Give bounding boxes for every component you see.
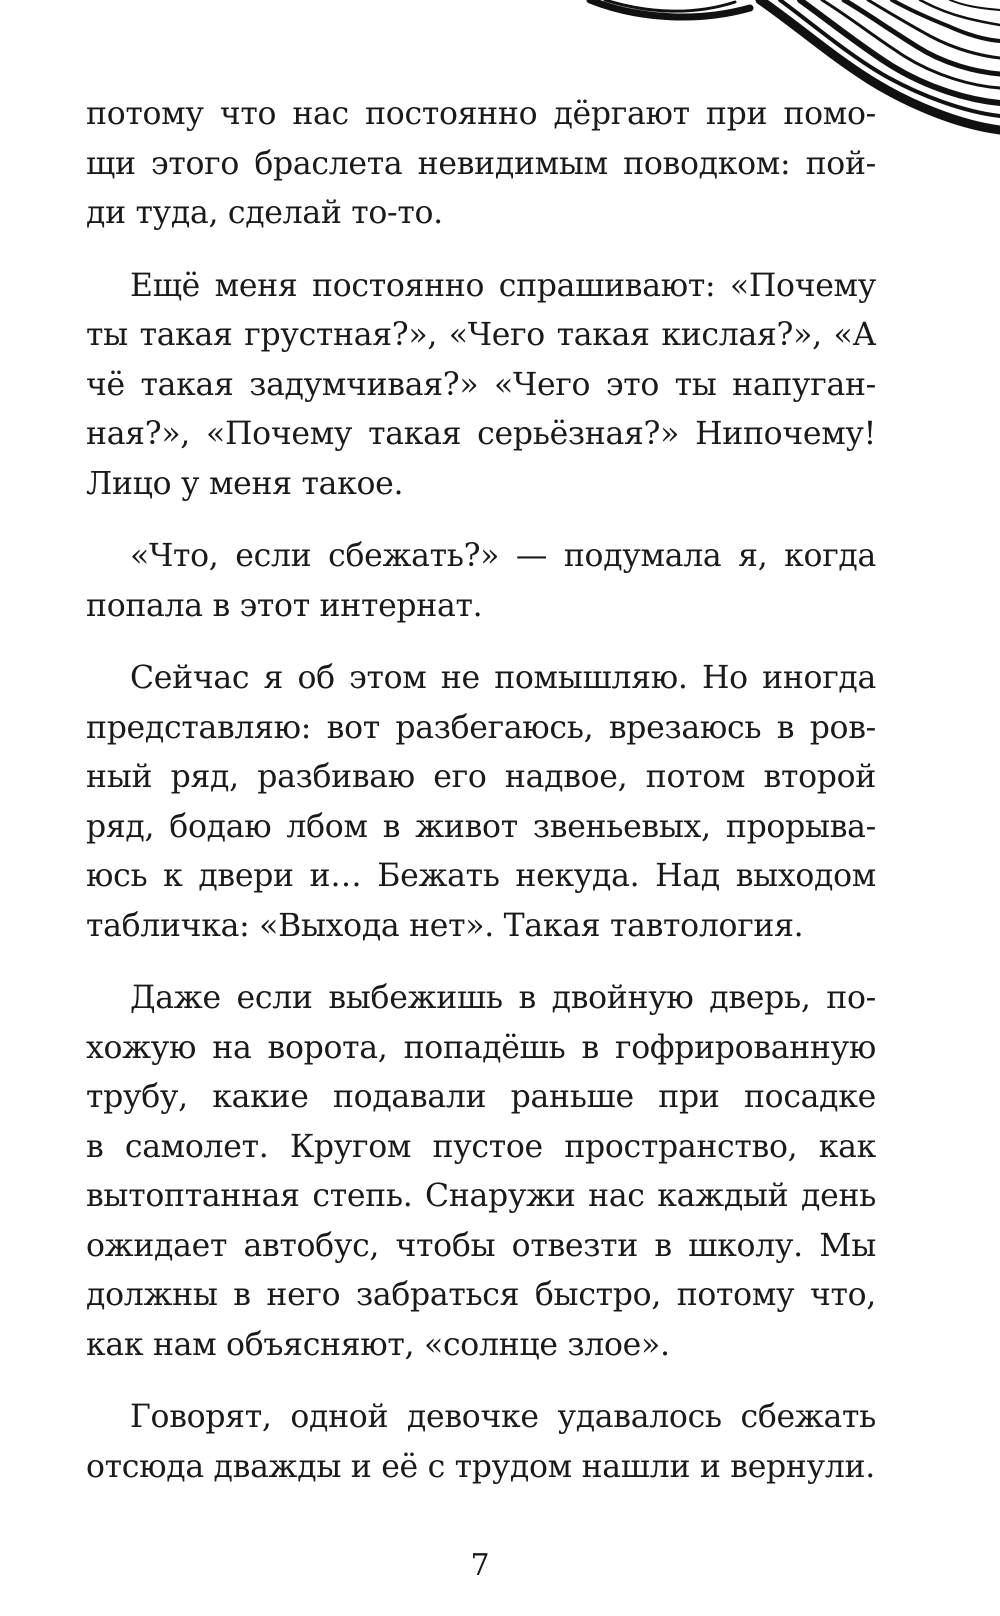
paragraph [86, 532, 876, 631]
text-line: ожидает автобус, чтобы отвезти в школу. Мы [86, 1227, 876, 1264]
text-line: ди туда, сделай то-то. [86, 195, 443, 231]
text-line: табличка: «Выхода нет». Такая тавтология. [86, 907, 804, 944]
text-line: «Что, если сбежать?» — подумала я, когда [130, 538, 876, 574]
paragraph-gap [86, 509, 876, 532]
paragraph [86, 654, 876, 951]
text-line: должны в него забраться быстро, потому что, [86, 1277, 876, 1313]
body-text [86, 90, 876, 1492]
text-line: Сейчас я об этом не помышляю. Но иногда [130, 660, 876, 696]
text-line: Говорят, одной девочке удавалось сбежать [130, 1399, 876, 1435]
page-number: 7 [470, 1548, 490, 1583]
text-line: ряд, бодаю лбом в живот звеньевых, прорыва- [86, 808, 876, 845]
paragraph [86, 974, 876, 1370]
text-line: как нам объясняют, «солнце злое». [86, 1326, 670, 1363]
text-line: ный ряд, разбиваю его надвое, потом второй [86, 759, 876, 795]
text-line: Ещё меня постоянно спрашивают: «Почему [130, 267, 876, 304]
text-line: отсюда дважды и её с трудом нашли и вернули. [86, 1448, 875, 1485]
text-line: ты такая грустная?», «Чего такая кислая?», «А [86, 317, 876, 353]
text-line: юсь к двери и… Бежать некуда. Над выходом [86, 858, 876, 894]
text-line: попала в этот интернат. [86, 587, 483, 624]
paragraph [86, 1393, 876, 1492]
text-line: чё такая задумчивая?» «Чего это ты напуган- [86, 366, 876, 403]
paragraph-gap [86, 239, 876, 262]
paragraph-gap [86, 631, 876, 654]
text-line: в самолет. Кругом пустое пространство, как [86, 1128, 876, 1165]
text-line: трубу, какие подавали раньше при посадке [86, 1079, 876, 1115]
text-line: щи этого браслета невидимым поводком: пой- [86, 145, 876, 182]
paragraph [86, 90, 876, 239]
paragraph [86, 262, 876, 510]
text-line: ная?», «Почему такая серьёзная?» Нипочему! [86, 416, 876, 452]
text-line: потому что нас постоянно дёргают при помо- [86, 96, 876, 132]
text-line: представляю: вот разбегаюсь, врезаюсь в ров- [86, 709, 876, 746]
paragraph-gap [86, 951, 876, 974]
text-line: Лицо у меня такое. [86, 465, 404, 502]
text-line: хожую на ворота, попадёшь в гофрированную [86, 1029, 876, 1066]
paragraph-gap [86, 1370, 876, 1393]
text-line: вытоптанная степь. Снаружи нас каждый день [86, 1178, 876, 1214]
text-line: Даже если выбежишь в двойную дверь, по- [130, 980, 876, 1016]
